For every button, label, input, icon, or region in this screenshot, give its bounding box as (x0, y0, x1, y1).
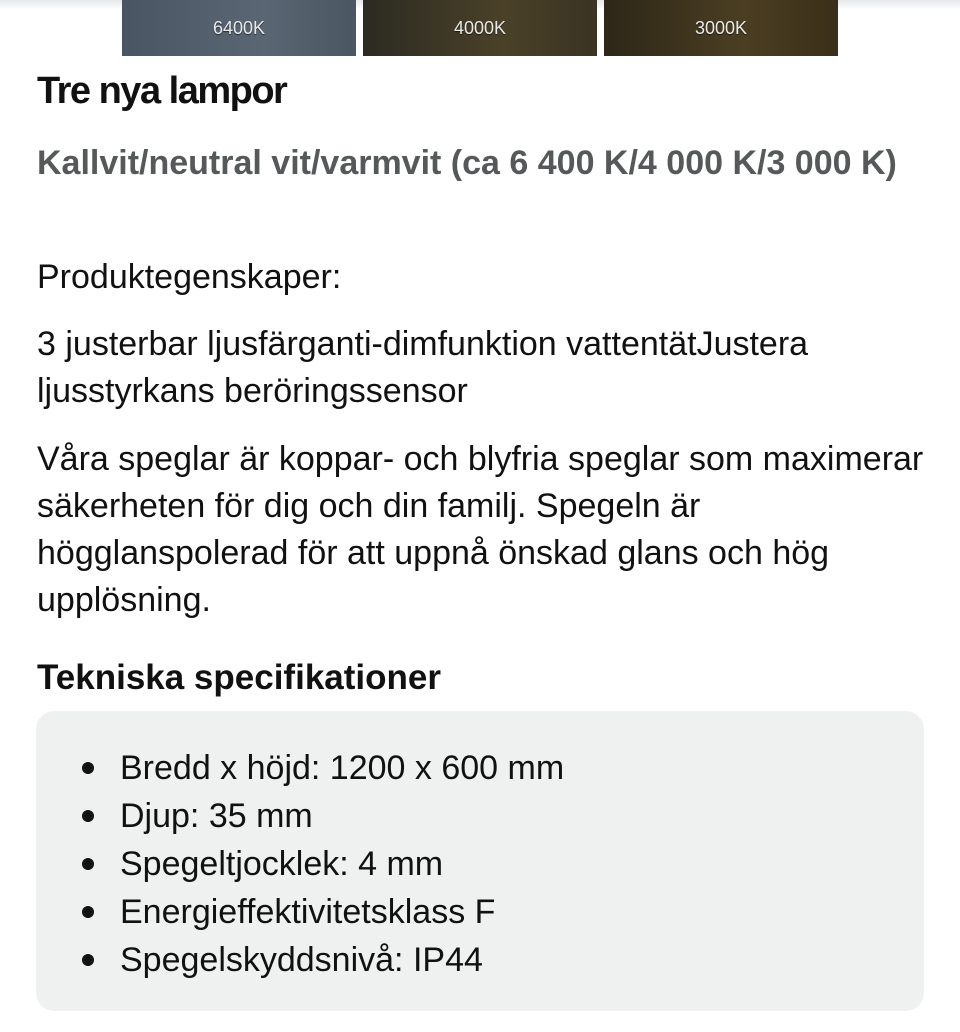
swatch-4000k (363, 0, 597, 56)
specs-list (36, 744, 564, 984)
swatch-label: 6400K (212, 17, 266, 38)
features-text: 3 justerbar ljusfärganti-dimfunktion vattentätJustera ljusstyrkans beröringssensor (37, 325, 809, 410)
spec-text: Bredd x höjd: 1200 x 600 mm (120, 749, 565, 787)
description-text: Våra speglar är koppar- och blyfria speglar som maximerar säkerheten för dig och din familj. Spegeln är högglanspolerad för att uppnå önskad glans och hög upplösning. (37, 440, 924, 619)
bullet-icon (82, 954, 94, 966)
swatch-label: 3000K (694, 17, 748, 38)
color-temperature-image (122, 0, 838, 56)
spec-text: Djup: 35 mm (120, 797, 313, 835)
spec-text: Energieffektivitetsklass F (120, 893, 496, 931)
color-temperature-text: Kallvit/neutral vit/varmvit (ca 6 400 K/4 000 K/3 000 K) (37, 144, 897, 182)
swatch-label: 4000K (453, 17, 507, 38)
bullet-icon (82, 810, 94, 822)
spec-item (36, 744, 564, 792)
bullet-icon (82, 906, 94, 918)
specs-heading: Tekniska specifikationer (37, 658, 441, 697)
spec-text: Spegeltjocklek: 4 mm (120, 845, 444, 883)
bullet-icon (82, 858, 94, 870)
spec-text: Spegelskyddsnivå: IP44 (120, 941, 483, 979)
bullet-icon (82, 762, 94, 774)
promo-title: Tre nya lampor (37, 70, 287, 112)
spec-item (36, 840, 564, 888)
properties-heading: Produktegenskaper: (37, 258, 342, 296)
spec-item (36, 792, 564, 840)
swatch-3000k (604, 0, 838, 56)
swatch-6400k (122, 0, 356, 56)
spec-item (36, 936, 564, 984)
spec-item (36, 888, 564, 936)
specs-box (36, 711, 924, 1011)
